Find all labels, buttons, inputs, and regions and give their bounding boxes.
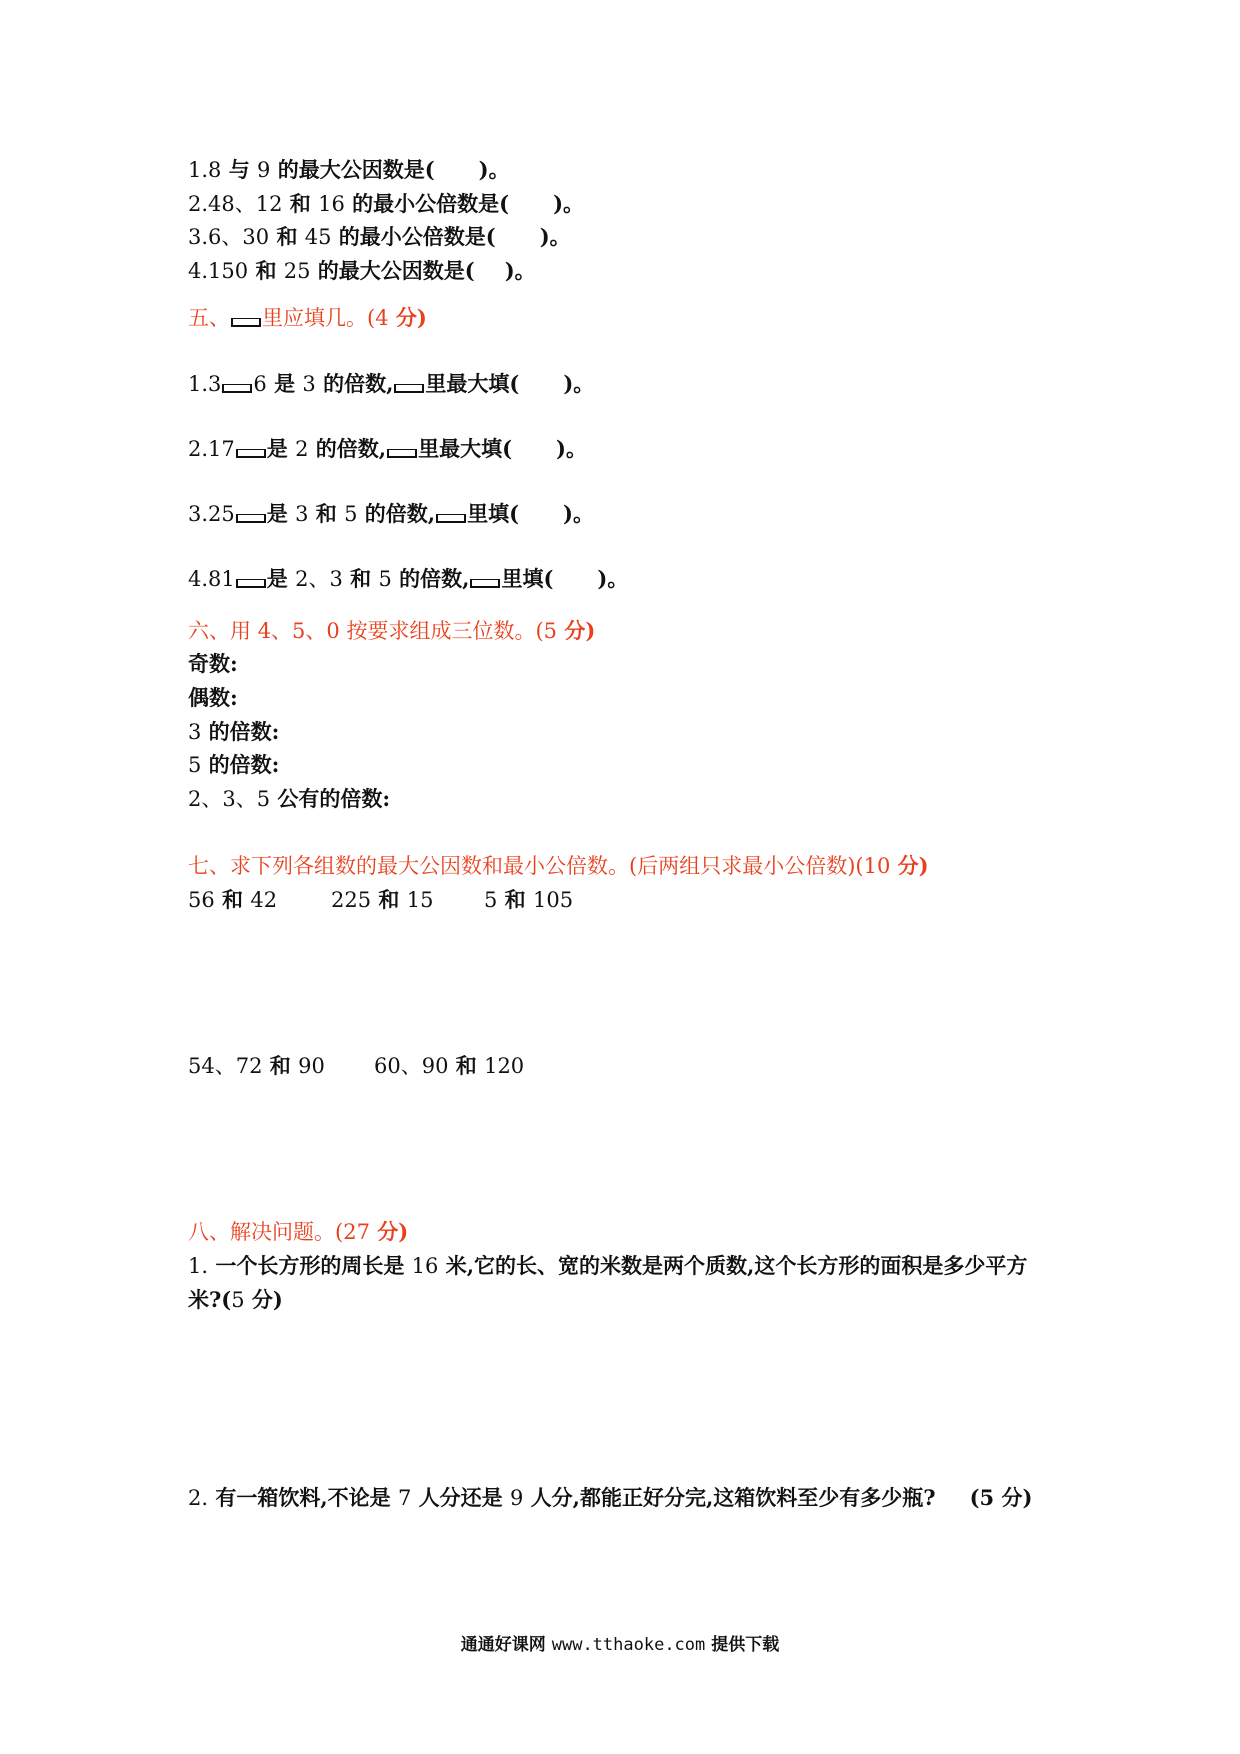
group-60-90-120: 60、90 和 120 xyxy=(374,1053,525,1078)
blank-box-icon xyxy=(231,318,261,327)
question-5-4: 4.81 是 2、3 和 5 的倍数, 里填( )。 xyxy=(188,566,629,591)
blank-box-icon xyxy=(236,514,266,523)
odd-label: 奇数: xyxy=(188,651,238,676)
question-4-2: 2.48、12 和 16 的最小公倍数是( )。 xyxy=(188,191,585,216)
blank-box-icon xyxy=(222,384,252,393)
blank-box-icon xyxy=(236,449,266,458)
question-4-4: 4.150 和 25 的最大公因数是( )。 xyxy=(188,258,536,283)
question-5-1: 1.3 6 是 3 的倍数, 里最大填( )。 xyxy=(188,371,595,396)
pair-5-105: 5 和 105 xyxy=(484,887,574,912)
pair-225-15: 225 和 15 xyxy=(331,887,434,912)
section-7-heading: 七、求下列各组数的最大公因数和最小公倍数。(后两组只求最小公倍数)(10 分) xyxy=(188,853,929,878)
question-4-3: 3.6、30 和 45 的最小公倍数是( )。 xyxy=(188,224,571,249)
problem-1-line-2: 米?(5 分) xyxy=(188,1287,283,1312)
multiple-of-3-label: 3 的倍数: xyxy=(188,719,280,744)
pair-56-42: 56 和 42 xyxy=(188,887,278,912)
section-6-heading: 六、用 4、5、0 按要求组成三位数。(5 分) xyxy=(188,618,596,643)
question-4-1: 1.8 与 9 的最大公因数是( )。 xyxy=(188,157,510,182)
even-label: 偶数: xyxy=(188,685,238,710)
section-5-heading: 五、 里应填几。(4 分) xyxy=(188,305,427,330)
section-8-heading: 八、解决问题。(27 分) xyxy=(188,1219,409,1244)
footer-url[interactable]: www.tthaoke.com xyxy=(551,1635,706,1655)
question-5-3: 3.25 是 3 和 5 的倍数, 里填( )。 xyxy=(188,501,594,526)
page-footer: 通通好课网 www.tthaoke.com 提供下载 xyxy=(460,1635,780,1655)
blank-box-icon xyxy=(236,579,266,588)
blank-box-icon xyxy=(387,449,417,458)
common-multiple-label: 2、3、5 公有的倍数: xyxy=(188,786,391,811)
blank-box-icon xyxy=(394,384,424,393)
multiple-of-5-label: 5 的倍数: xyxy=(188,752,280,777)
group-54-72-90: 54、72 和 90 xyxy=(188,1053,325,1078)
question-5-2: 2.17 是 2 的倍数, 里最大填( )。 xyxy=(188,436,587,461)
blank-box-icon xyxy=(436,514,466,523)
problem-2: 2. 有一箱饮料,不论是 7 人分还是 9 人分,都能正好分完,这箱饮料至少有多少瓶? (5 分) xyxy=(188,1485,1033,1510)
problem-1-line-1: 1. 一个长方形的周长是 16 米,它的长、宽的米数是两个质数,这个长方形的面积是多少平方 xyxy=(188,1253,1028,1278)
blank-box-icon xyxy=(470,579,500,588)
